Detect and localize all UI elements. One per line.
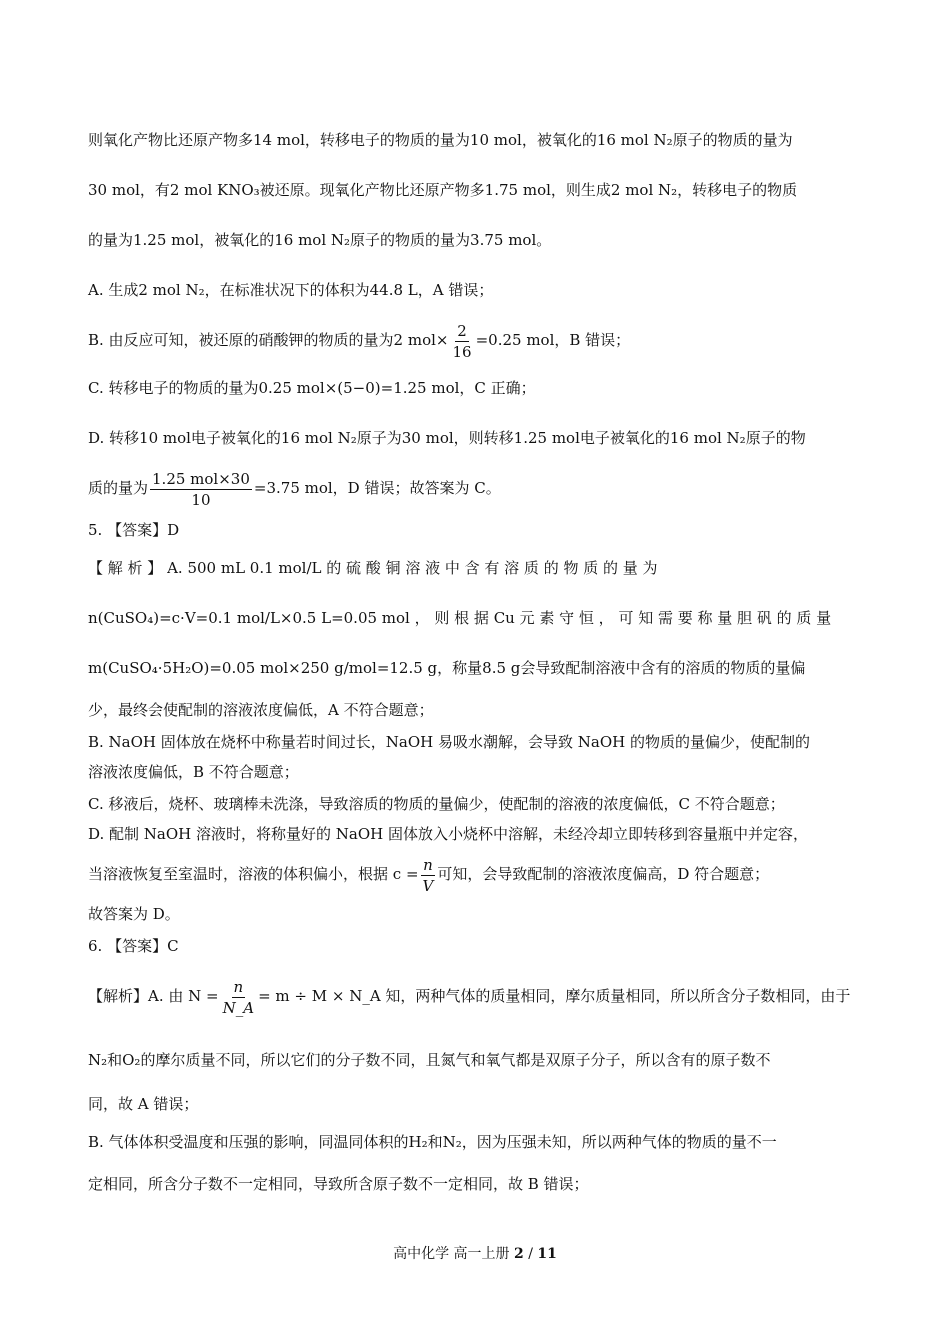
text-line: 30 mol，有2 mol KNO₃被还原。现氧化产物比还原产物多1.75 mol，则生成2 mol N₂，转移电子的物质 (88, 181, 798, 199)
text-line-with-fraction (88, 852, 769, 896)
text-line: D. 配制 NaOH 溶液时，将称量好的 NaOH 固体放入小烧杯中溶解，未经冷却立即转移到容量瓶中并定容， (88, 825, 808, 843)
answer-heading: 6. 【答案】C (88, 937, 179, 955)
text-line: D. 转移10 mol电子被氧化的16 mol N₂原子为30 mol，则转移1.25 mol电子被氧化的16 mol N₂原子的物 (88, 429, 806, 447)
text-line: N₂和O₂的摩尔质量不同，所以它们的分子数不同，且氮气和氧气都是双原子分子，所以含有的原子数不 (88, 1051, 771, 1069)
text-line: 定相同，所含分子数不一定相同，导致所含原子数不一定相同，故 B 错误； (88, 1175, 589, 1193)
text-line: 则氧化产物比还原产物多14 mol，转移电子的物质的量为10 mol，被氧化的16 mol N₂原子的物质的量为 (88, 131, 793, 149)
text-line-with-fraction (88, 466, 501, 510)
text-segment: = m ÷ M × N_A 知，两种气体的质量相同，摩尔质量相同，所以所含分子数相同，由于 (258, 987, 851, 1005)
fraction (150, 469, 252, 510)
text-line-with-fraction (88, 318, 630, 362)
text-segment: 可知，会导致配制的溶液浓度偏高，D 符合题意； (437, 865, 770, 883)
text-line: 溶液浓度偏低，B 不符合题意； (88, 763, 299, 781)
page-footer (0, 1243, 950, 1263)
fraction-numerator: 2 (457, 321, 467, 340)
footer-subject: 高中化学 高一上册 (393, 1246, 510, 1262)
text-line: B. NaOH 固体放在烧杯中称量若时间过长，NaOH 易吸水潮解，会导致 NaOH 的物质的量偏少，使配制的 (88, 733, 810, 751)
text-line: C. 移液后，烧杯、玻璃棒未洗涤，导致溶质的物质的量偏少，使配制的溶液的浓度偏低，C 不符合题意； (88, 795, 785, 813)
fraction-denominator: 16 (452, 342, 472, 361)
text-line: 同，故 A 错误； (88, 1095, 199, 1113)
text-line: 的量为1.25 mol，被氧化的16 mol N₂原子的物质的量为3.75 mol。 (88, 231, 552, 249)
fraction-denominator: 10 (191, 490, 211, 509)
text-segment: 【解析】A. 由 N = (88, 987, 219, 1005)
text-segment: =0.25 mol，B 错误； (475, 331, 631, 349)
text-line: B. 气体体积受温度和压强的影响，同温同体积的H₂和N₂，因为压强未知，所以两种气体的物质的量不一 (88, 1133, 777, 1151)
text-segment: B. 由反应可知，被还原的硝酸钾的物质的量为2 mol× (88, 331, 449, 349)
text-line: m(CuSO₄·5H₂O)=0.05 mol×250 g/mol=12.5 g，称量8.5 g会导致配制溶液中含有的溶质的物质的量偏 (88, 659, 806, 677)
answer-heading: 5. 【答案】D (88, 521, 180, 539)
footer-total-pages: 11 (537, 1246, 557, 1262)
text-line: C. 转移电子的物质的量为0.25 mol×(5−0)=1.25 mol，C 正确； (88, 379, 536, 397)
fraction-denominator: N_A (222, 998, 255, 1017)
text-segment: 质的量为 (88, 479, 149, 497)
fraction-numerator: n (233, 977, 244, 996)
footer-separator: / (523, 1246, 538, 1262)
text-line: 少，最终会使配制的溶液浓度偏低，A 不符合题意； (88, 701, 434, 719)
text-line-with-fraction (88, 974, 850, 1018)
fraction (421, 855, 436, 896)
text-segment: 当溶液恢复至室温时，溶液的体积偏小，根据 c = (88, 865, 419, 883)
fraction-numerator: n (423, 855, 433, 874)
fraction-denominator: V (422, 876, 434, 895)
fraction (451, 321, 474, 362)
fraction (221, 977, 256, 1018)
text-line: n(CuSO₄)=c·V=0.1 mol/L×0.5 L=0.05 mol ， 则 根 据 Cu 元 素 守 恒 ， 可 知 需 要 称 量 胆 矾 的 质 量 (88, 609, 832, 627)
text-segment: =3.75 mol，D 错误；故答案为 C。 (253, 479, 501, 497)
text-line: 故答案为 D。 (88, 905, 180, 923)
text-line: A. 生成2 mol N₂，在标准状况下的体积为44.8 L，A 错误； (88, 281, 494, 299)
footer-page-number: 2 (514, 1246, 524, 1262)
text-line: 【 解 析 】 A. 500 mL 0.1 mol/L 的 硫 酸 铜 溶 液 中 含 有 溶 质 的 物 质 的 量 为 (88, 559, 658, 577)
fraction-numerator: 1.25 mol×30 (152, 469, 250, 488)
